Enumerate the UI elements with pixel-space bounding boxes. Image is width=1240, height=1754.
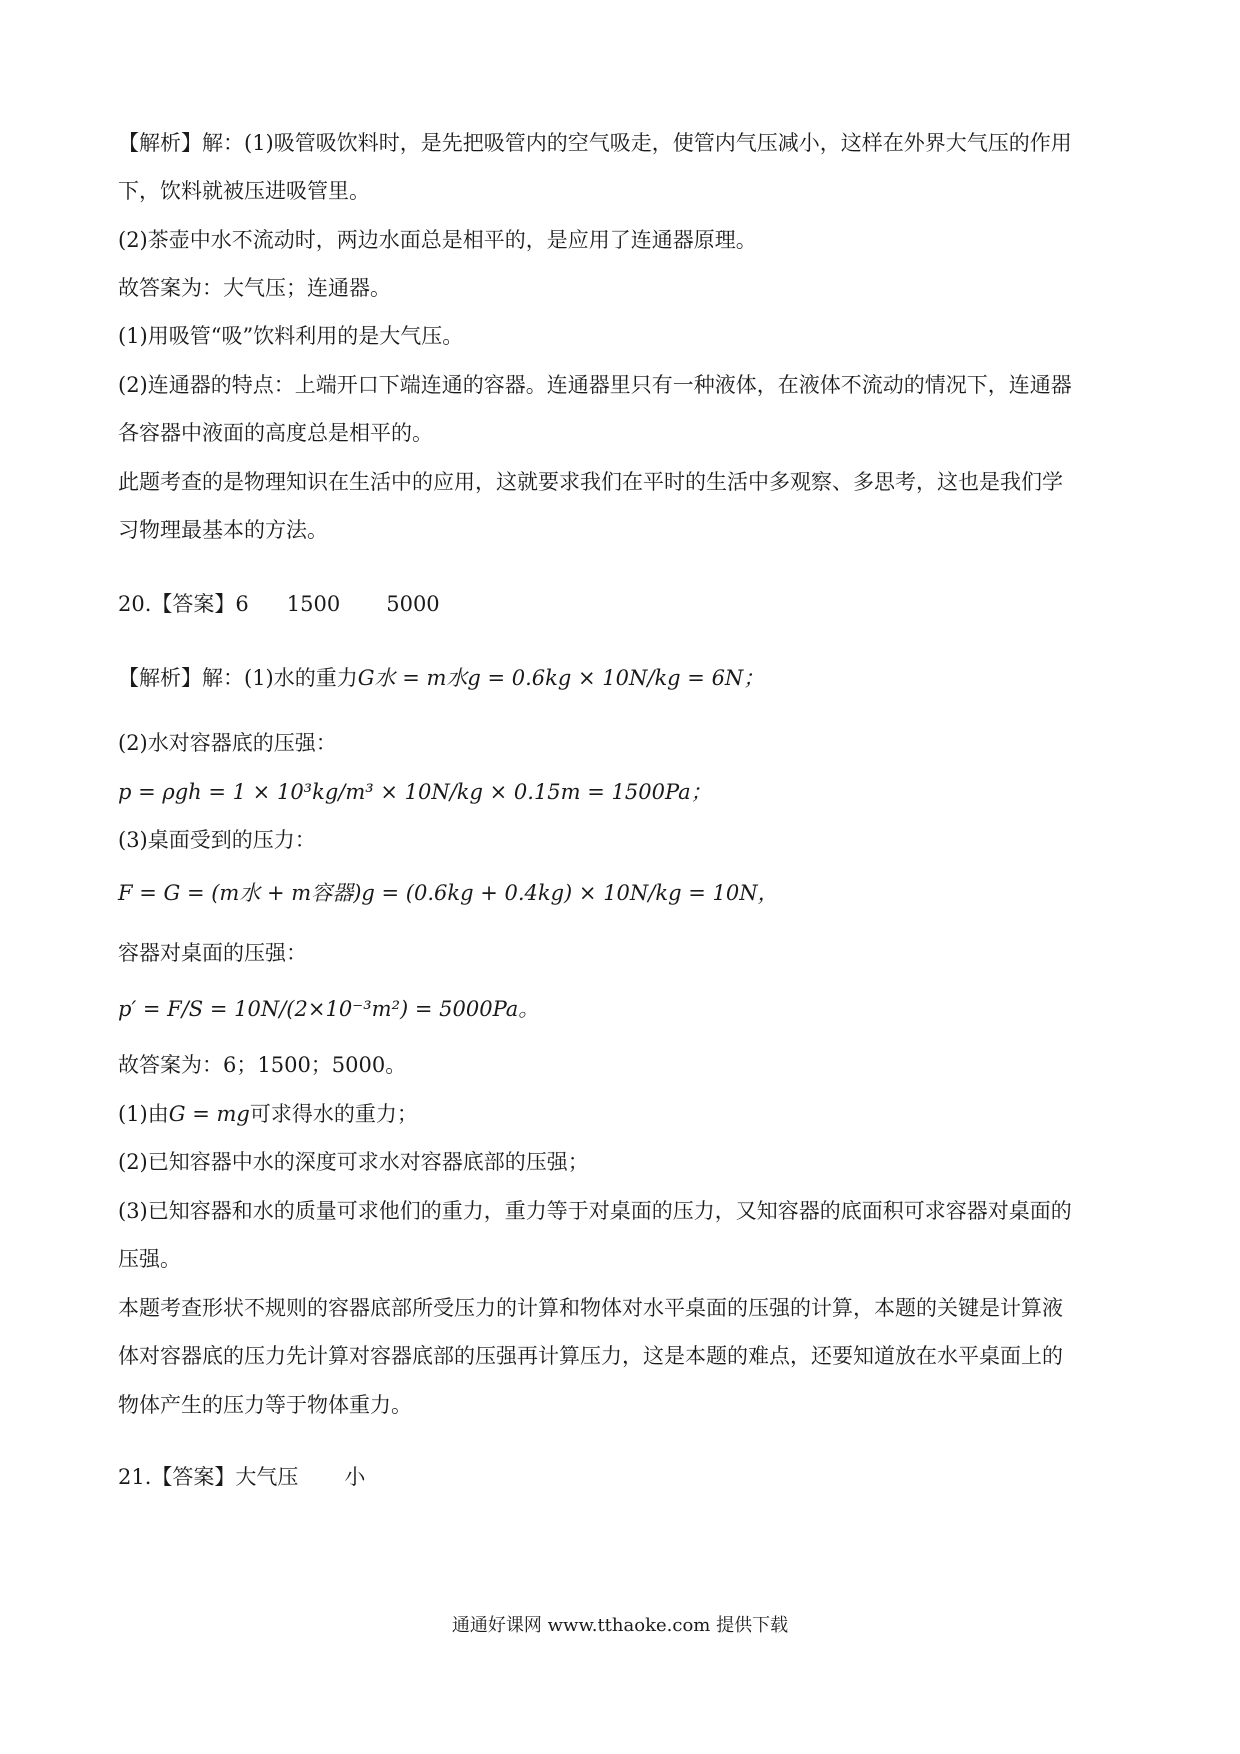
q19-line-4: 故答案为：大气压；连通器。 (118, 276, 391, 300)
q20-answer-label: 20.【答案】6 (118, 592, 249, 616)
q20-analysis-weight (118, 663, 764, 693)
q19-analysis-line-1: 【解析】解：(1)吸管吸饮料时，是先把吸管内的空气吸走，使管内气压减小，这样在外界大气压的作用 (118, 131, 1072, 155)
q20-hint-1 (118, 1099, 418, 1129)
pressure2-formula: p′ = F/S = 10N/(2×10⁻³m²) = 5000Pa。 (118, 997, 540, 1021)
q21-answer-label: 21.【答案】大气压 (118, 1465, 299, 1489)
q20-hint-3-line-1: (3)已知容器和水的质量可求他们的重力，重力等于对桌面的压力，又知容器的底面积可求容器对桌面的 (118, 1199, 1072, 1223)
q21-answer-2: 小 (344, 1465, 366, 1489)
hint1-formula: G = mg (168, 1102, 250, 1126)
pressure-formula: p = ρgh = 1 × 10³kg/m³ × 10N/kg × 0.15m = 1500Pa； (118, 780, 712, 804)
q20-summary-line-3: 物体产生的压力等于物体重力。 (118, 1393, 412, 1417)
q20-analysis-prefix: 【解析】解：(1)水的重力 (118, 666, 358, 690)
q19-line-9: 习物理最基本的方法。 (118, 518, 328, 542)
page-footer: 通通好课网 www.tthaoke.com 提供下载 (451, 1615, 789, 1636)
hint1-prefix: (1)由 (118, 1102, 169, 1126)
q20-summary-line-2: 体对容器底的压力先计算对容器底部的压强再计算压力，这是本题的难点，还要知道放在水平桌面上的 (118, 1344, 1063, 1368)
q19-line-6: (2)连通器的特点：上端开口下端连通的容器。连通器里只有一种液体，在液体不流动的情况下，连通器 (118, 373, 1072, 397)
q20-answer-2: 1500 (286, 592, 341, 616)
q20-hint-3-line-2: 压强。 (118, 1247, 181, 1271)
q20-answer (118, 589, 440, 619)
weight-formula: G水 = m水g = 0.6kg × 10N/kg = 6N； (357, 666, 765, 690)
q21-answer (118, 1462, 365, 1492)
q19-line-5: (1)用吸管“吸”饮料利用的是大气压。 (118, 324, 464, 348)
q20-step-4: 容器对桌面的压强： (118, 941, 307, 965)
force-formula: F = G = (m水 + m容器)g = (0.6kg + 0.4kg) × 10N/kg = 10N， (118, 881, 779, 905)
q20-summary-line-1: 本题考查形状不规则的容器底部所受压力的计算和物体对水平桌面的压强的计算，本题的关键是计算液 (118, 1296, 1063, 1320)
q20-answer-3: 5000 (386, 592, 440, 616)
q19-line-3: (2)茶壶中水不流动时，两边水面总是相平的，是应用了连通器原理。 (118, 228, 757, 252)
q20-step-2: (2)水对容器底的压强： (118, 731, 337, 755)
q20-conclusion: 故答案为：6；1500；5000。 (118, 1053, 407, 1077)
q19-line-8: 此题考查的是物理知识在生活中的应用，这就要求我们在平时的生活中多观察、多思考，这也是我们学 (118, 470, 1063, 494)
q19-line-7: 各容器中液面的高度总是相平的。 (118, 421, 433, 445)
hint1-suffix: 可求得水的重力； (249, 1102, 418, 1126)
q20-hint-2: (2)已知容器中水的深度可求水对容器底部的压强； (118, 1150, 589, 1174)
q20-step-3: (3)桌面受到的压力： (118, 828, 316, 852)
q19-analysis-line-2: 下，饮料就被压进吸管里。 (118, 179, 370, 203)
